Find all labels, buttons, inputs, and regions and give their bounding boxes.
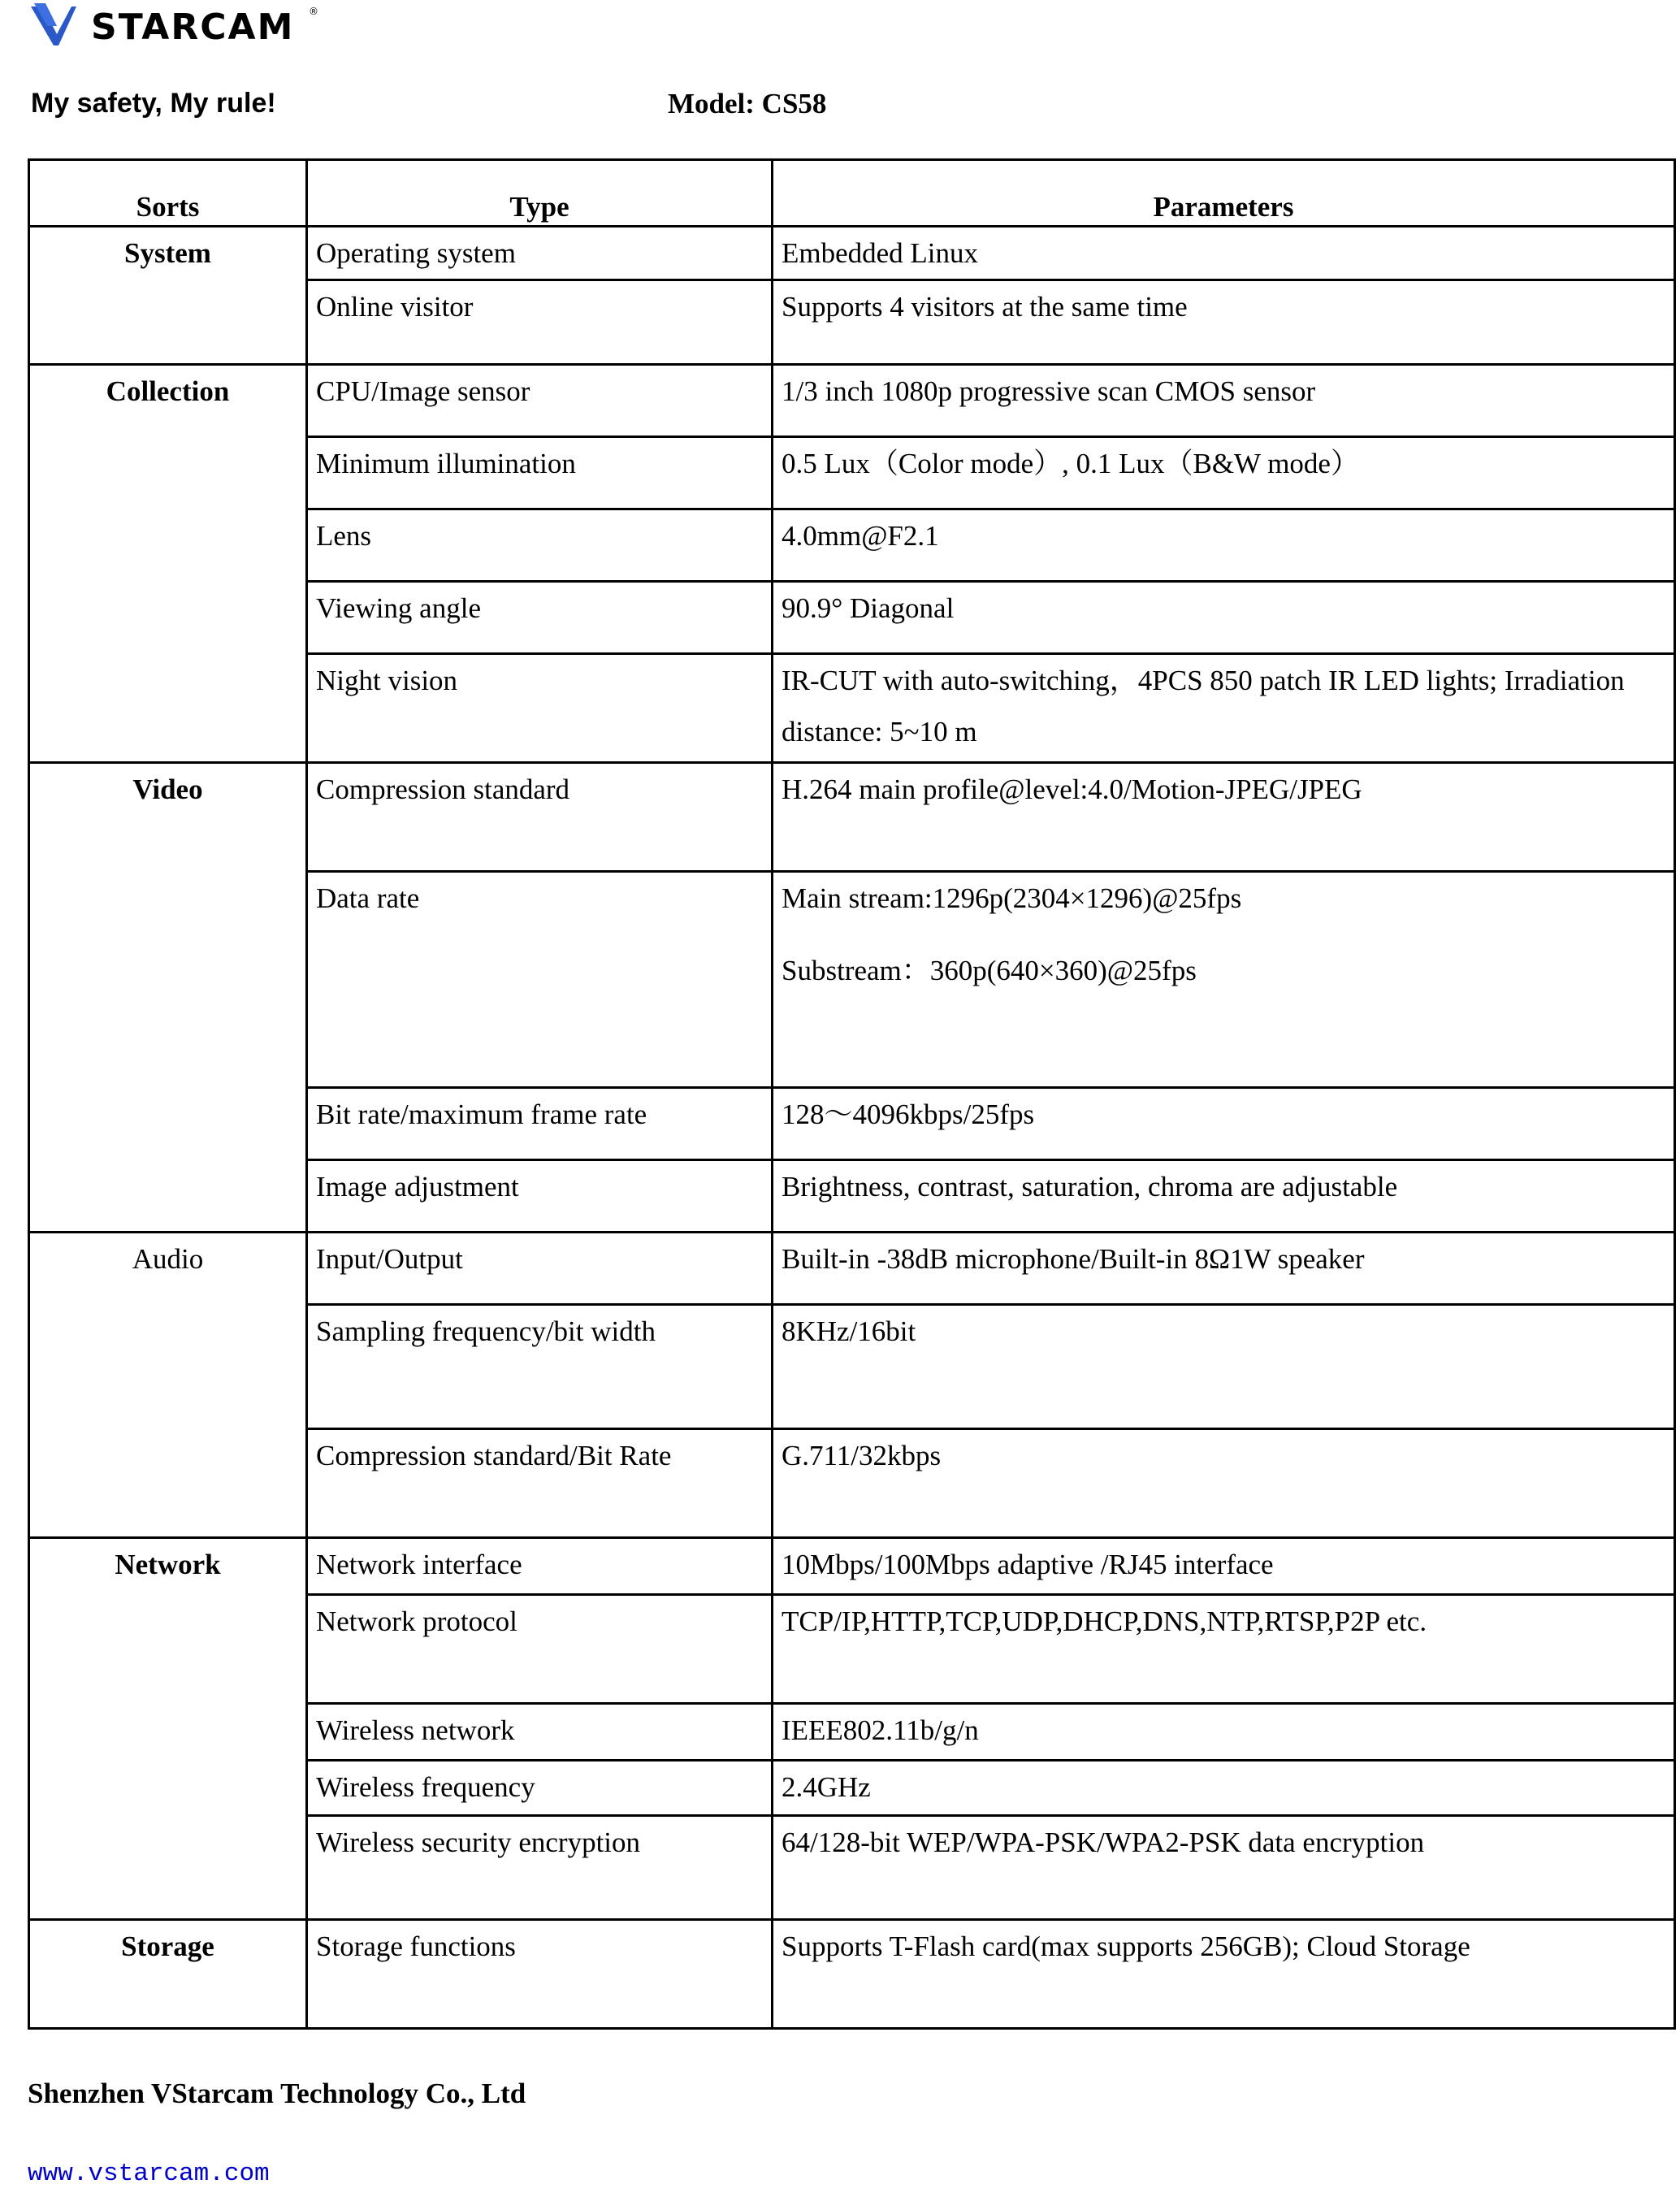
param-cell: 10Mbps/100Mbps adaptive /RJ45 interface [773, 1538, 1675, 1595]
type-cell: Compression standard [307, 763, 773, 872]
type-cell: Online visitor [307, 280, 773, 365]
param-cell: Embedded Linux [773, 227, 1675, 280]
param-cell: Built-in -38dB microphone/Built-in 8Ω1W speaker [773, 1233, 1675, 1305]
sort-cell: Collection [29, 365, 307, 763]
param-cell: TCP/IP,HTTP,TCP,UDP,DHCP,DNS,NTP,RTSP,P2P etc. [773, 1595, 1675, 1704]
type-cell: Wireless frequency [307, 1761, 773, 1816]
param-line: Substream：360p(640×360)@25fps [782, 955, 1197, 986]
param-cell: 4.0mm@F2.1 [773, 509, 1675, 582]
type-cell: Network interface [307, 1538, 773, 1595]
svg-text:®: ® [309, 6, 318, 17]
param-cell: 0.5 Lux（Color mode）, 0.1 Lux（B&W mode） [773, 437, 1675, 509]
param-line: Main stream:1296p(2304×1296)@25fps [782, 882, 1242, 914]
type-cell: Network protocol [307, 1595, 773, 1704]
type-cell: Storage functions [307, 1920, 773, 2029]
sort-cell: Audio [29, 1233, 307, 1538]
type-cell: CPU/Image sensor [307, 365, 773, 437]
type-cell: Lens [307, 509, 773, 582]
table-row [29, 763, 1675, 872]
type-cell: Sampling frequency/bit width [307, 1305, 773, 1429]
type-cell: Input/Output [307, 1233, 773, 1305]
type-cell: Wireless security encryption [307, 1816, 773, 1920]
table-row [29, 227, 1675, 280]
table-header-row [29, 160, 1675, 227]
slogan: My safety, My rule! [31, 88, 276, 119]
website-link[interactable]: www.vstarcam.com [28, 2160, 270, 2188]
sort-cell: Video [29, 763, 307, 1233]
header-type: Type [307, 160, 773, 227]
param-cell: 8KHz/16bit [773, 1305, 1675, 1429]
param-cell [773, 872, 1675, 1088]
param-cell: Brightness, contrast, saturation, chroma are adjustable [773, 1160, 1675, 1233]
table-row [29, 1920, 1675, 2029]
type-cell: Compression standard/Bit Rate [307, 1429, 773, 1538]
model-number: Model: CS58 [668, 88, 827, 119]
header-sorts: Sorts [29, 160, 307, 227]
spec-table-body [29, 227, 1675, 2029]
param-cell: H.264 main profile@level:4.0/Motion-JPEG/JPEG [773, 763, 1675, 872]
spec-table [28, 158, 1676, 2030]
param-cell: IEEE802.11b/g/n [773, 1704, 1675, 1761]
param-cell: 128～4096kbps/25fps [773, 1088, 1675, 1160]
starcam-logo [29, 0, 322, 50]
type-cell: Wireless network [307, 1704, 773, 1761]
table-row [29, 1538, 1675, 1595]
param-cell: 1/3 inch 1080p progressive scan CMOS sensor [773, 365, 1675, 437]
header-parameters: Parameters [773, 160, 1675, 227]
type-cell: Operating system [307, 227, 773, 280]
type-cell: Data rate [307, 872, 773, 1088]
type-cell: Viewing angle [307, 582, 773, 654]
table-row [29, 1233, 1675, 1305]
param-cell: 90.9° Diagonal [773, 582, 1675, 654]
sort-cell: System [29, 227, 307, 365]
param-cell: Supports 4 visitors at the same time [773, 280, 1675, 365]
sort-cell: Network [29, 1538, 307, 1920]
brand-wordmark: STARCAM [91, 6, 295, 48]
type-cell: Night vision [307, 654, 773, 763]
param-cell: 64/128-bit WEP/WPA-PSK/WPA2-PSK data encryption [773, 1816, 1675, 1920]
param-cell: G.711/32kbps [773, 1429, 1675, 1538]
param-cell: IR-CUT with auto-switching，4PCS 850 patch IR LED lights; Irradiation distance: 5~10 m [773, 654, 1675, 763]
company-name: Shenzhen VStarcam Technology Co., Ltd [28, 2078, 526, 2109]
table-row [29, 365, 1675, 437]
type-cell: Bit rate/maximum frame rate [307, 1088, 773, 1160]
param-cell: Supports T-Flash card(max supports 256GB); Cloud Storage [773, 1920, 1675, 2029]
type-cell: Image adjustment [307, 1160, 773, 1233]
type-cell: Minimum illumination [307, 437, 773, 509]
param-cell: 2.4GHz [773, 1761, 1675, 1816]
sort-cell: Storage [29, 1920, 307, 2029]
